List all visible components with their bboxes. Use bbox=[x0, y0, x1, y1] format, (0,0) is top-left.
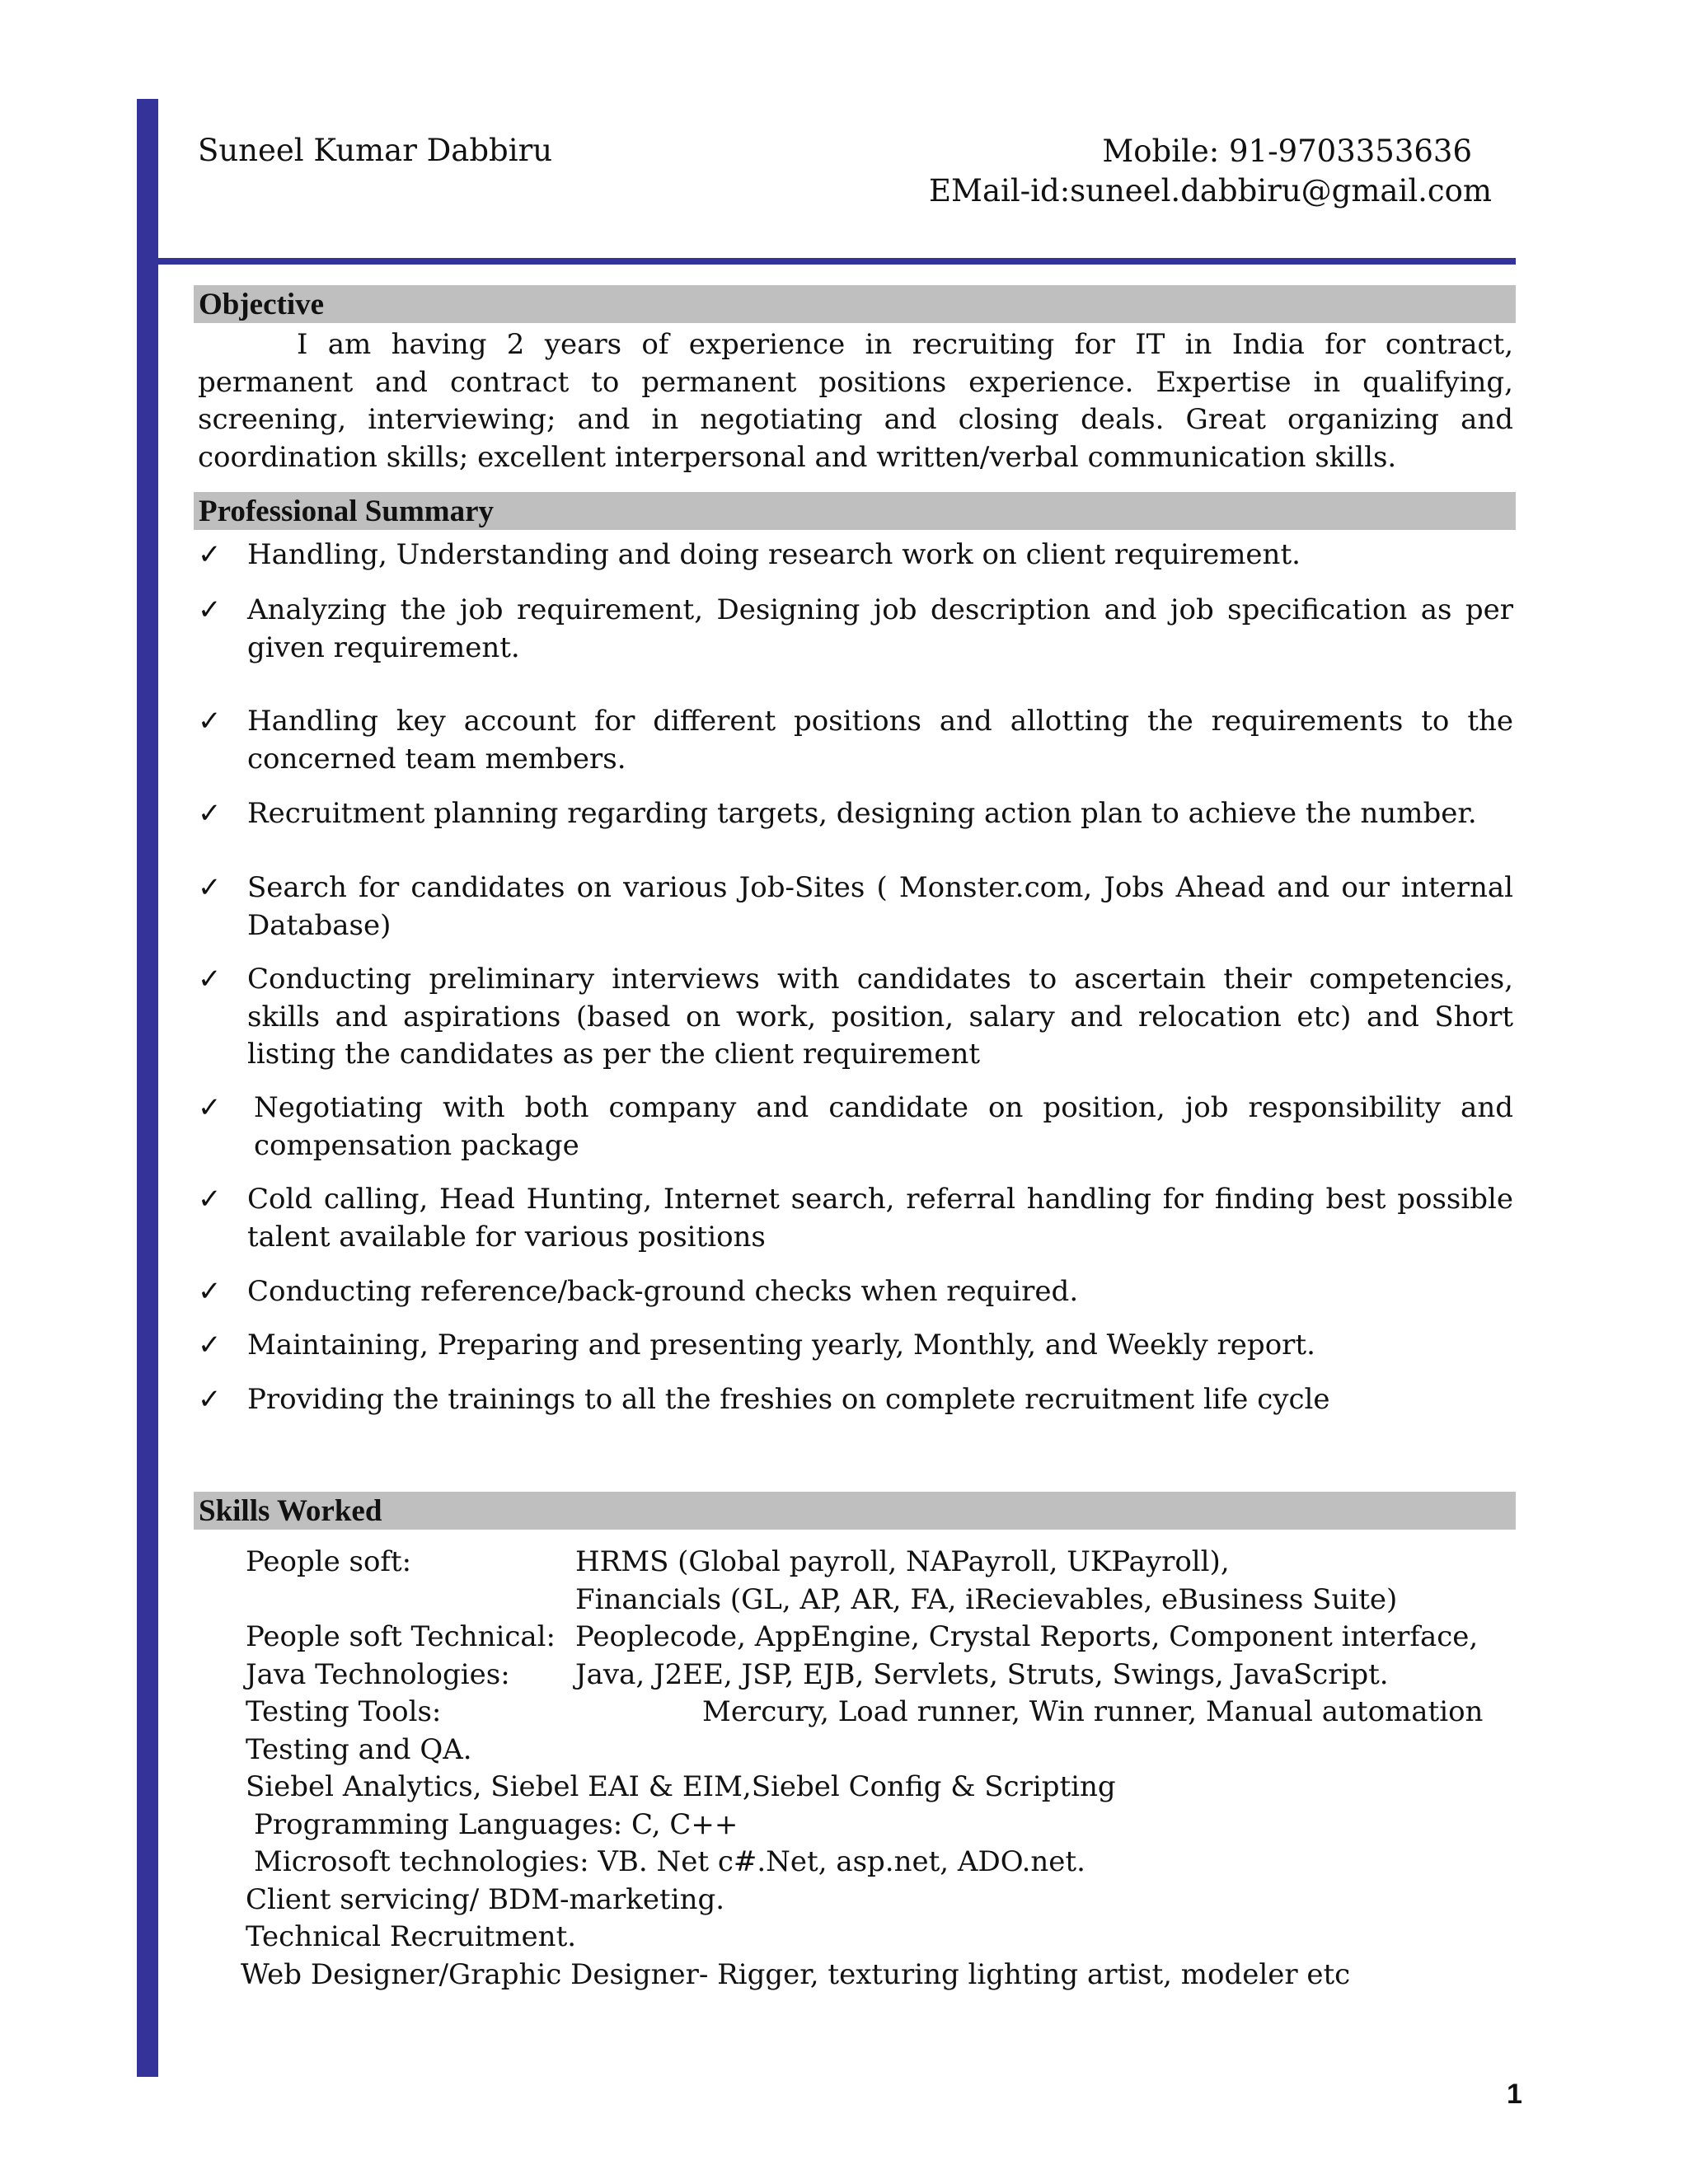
summary-item bbox=[198, 1327, 1513, 1365]
left-accent-bar bbox=[137, 99, 158, 2077]
checkmark-icon: ✓ bbox=[198, 797, 222, 830]
section-heading-professional-summary: Professional Summary bbox=[194, 492, 1516, 530]
summary-item bbox=[198, 592, 1513, 667]
mobile-number: Mobile: 91-9703353636 bbox=[1102, 134, 1472, 169]
checkmark-icon: ✓ bbox=[198, 705, 222, 738]
checkmark-icon: ✓ bbox=[198, 871, 222, 904]
email-address: EMail-id:suneel.dabbiru@gmail.com bbox=[929, 173, 1492, 209]
checkmark-icon: ✓ bbox=[198, 1091, 222, 1124]
checkmark-icon: ✓ bbox=[198, 1383, 222, 1416]
skill-value: Peoplecode, AppEngine, Crystal Reports, Component interface, bbox=[575, 1620, 1479, 1653]
summary-item bbox=[198, 961, 1513, 1074]
skill-label: People soft: bbox=[246, 1545, 412, 1578]
summary-item-text: Negotiating with both company and candidate on position, job responsibility and compensation package bbox=[254, 1091, 1513, 1162]
skill-text: Testing and QA. bbox=[246, 1732, 472, 1766]
skill-text: Technical Recruitment. bbox=[246, 1920, 577, 1953]
candidate-name: Suneel Kumar Dabbiru bbox=[198, 133, 553, 168]
contact-block bbox=[929, 132, 1492, 211]
skill-text: Web Designer/Graphic Designer- Rigger, texturing lighting artist, modeler etc bbox=[241, 1957, 1351, 1991]
skill-value: HRMS (Global payroll, NAPayroll, UKPayroll), bbox=[575, 1545, 1230, 1578]
skill-value: Mercury, Load runner, Win runner, Manual automation bbox=[702, 1695, 1484, 1728]
summary-item-text: Search for candidates on various Job-Sites ( Monster.com, Jobs Ahead and our internal Database) bbox=[247, 871, 1513, 942]
summary-item-text: Handling, Understanding and doing research work on client requirement. bbox=[247, 538, 1301, 571]
summary-item bbox=[198, 795, 1513, 833]
skill-text: Programming Languages: C, C++ bbox=[254, 1807, 738, 1841]
summary-item bbox=[198, 1273, 1513, 1311]
summary-item-text: Analyzing the job requirement, Designing job description and job specification as per given requirement. bbox=[247, 593, 1513, 664]
skill-text: Siebel Analytics, Siebel EAI & EIM,Siebel Config & Scripting bbox=[246, 1770, 1116, 1803]
summary-item-text: Conducting preliminary interviews with candidates to ascertain their competencies, skills and aspirations (based on work, position, salary and relocation etc) and Short listing the candidates as per the client requirement bbox=[247, 963, 1513, 1071]
section-heading-objective: Objective bbox=[194, 285, 1516, 323]
checkmark-icon: ✓ bbox=[198, 963, 222, 996]
summary-item bbox=[198, 537, 1513, 574]
checkmark-icon: ✓ bbox=[198, 1275, 222, 1308]
section-heading-skills-worked: Skills Worked bbox=[194, 1492, 1516, 1530]
page-number: 1 bbox=[1507, 2079, 1522, 2110]
checkmark-icon: ✓ bbox=[198, 538, 222, 571]
summary-item bbox=[198, 1181, 1513, 1256]
summary-item bbox=[198, 1381, 1513, 1419]
skill-text: Client servicing/ BDM-marketing. bbox=[246, 1882, 725, 1916]
skill-value: Financials (GL, AP, AR, FA, iRecievables, eBusiness Suite) bbox=[575, 1582, 1398, 1616]
checkmark-icon: ✓ bbox=[198, 1183, 222, 1216]
skill-text: Microsoft technologies: VB. Net c#.Net, asp.net, ADO.net. bbox=[254, 1845, 1085, 1878]
summary-item-text: Providing the trainings to all the freshies on complete recruitment life cycle bbox=[247, 1383, 1330, 1416]
summary-item bbox=[198, 869, 1513, 944]
summary-item-text: Conducting reference/back-ground checks when required. bbox=[247, 1275, 1079, 1308]
checkmark-icon: ✓ bbox=[198, 593, 222, 626]
skill-value: Java, J2EE, JSP, EJB, Servlets, Struts, Swings, JavaScript. bbox=[575, 1657, 1389, 1691]
checkmark-icon: ✓ bbox=[198, 1329, 222, 1361]
skill-label: Java Technologies: bbox=[246, 1657, 510, 1691]
summary-item-text: Maintaining, Preparing and presenting yearly, Monthly, and Weekly report. bbox=[247, 1329, 1315, 1361]
summary-item-text: Cold calling, Head Hunting, Internet search, referral handling for finding best possible talent available for various positions bbox=[247, 1183, 1513, 1254]
summary-item bbox=[198, 703, 1513, 778]
skill-label: People soft Technical: bbox=[246, 1620, 556, 1653]
skill-label: Testing Tools: bbox=[246, 1695, 442, 1728]
summary-item-text: Handling key account for different positions and allotting the requirements to the concerned team members. bbox=[247, 705, 1513, 776]
header-divider bbox=[158, 258, 1516, 265]
summary-item bbox=[198, 1090, 1513, 1165]
summary-item-text: Recruitment planning regarding targets, designing action plan to achieve the number. bbox=[247, 797, 1477, 830]
objective-text: I am having 2 years of experience in recruiting for IT in India for contract, permanent and contract to permanent positions experience. Expertise in qualifying, screening, interviewing; and in negotiating and closing deals. Great organizing and coordination skills; excellent interpersonal and written/verbal communication skills. bbox=[198, 328, 1513, 474]
